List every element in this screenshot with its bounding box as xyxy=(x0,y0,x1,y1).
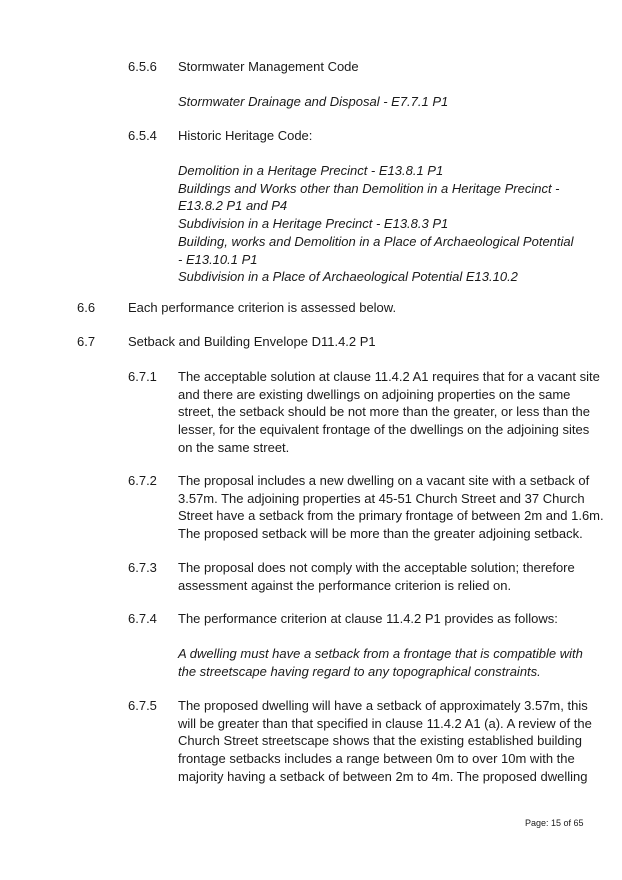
heritage-item-line: Buildings and Works other than Demolition in a Heritage Precinct - xyxy=(178,180,560,196)
section-6-6-text: Each performance criterion is assessed below. xyxy=(128,300,397,315)
paragraph-line: assessment against the performance criterion is relied on. xyxy=(178,577,512,593)
heritage-item-line: Building, works and Demolition in a Place of Archaeological Potential xyxy=(178,233,574,249)
section-number-6-7-3: 6.7.3 xyxy=(128,560,157,575)
paragraph-line: The proposed setback will be more than the greater adjoining setback. xyxy=(178,526,583,542)
section-heading-heritage: Historic Heritage Code: xyxy=(178,128,313,143)
section-number-6-5-4: 6.5.4 xyxy=(128,128,157,143)
page-number: Page: 15 of 65 xyxy=(525,818,584,828)
paragraph-line: on the same street. xyxy=(178,439,290,455)
section-number-6-5-6: 6.5.6 xyxy=(128,59,157,74)
paragraph-line: street, the setback should be not more than the greater, or less than the xyxy=(178,404,590,420)
performance-criterion-quote xyxy=(178,645,583,680)
paragraph-line: and there are existing dwellings on adjoining properties on the same xyxy=(178,386,571,402)
section-number-6-6: 6.6 xyxy=(77,300,96,315)
heritage-item-line: E13.8.2 P1 and P4 xyxy=(178,198,288,214)
paragraph-line: The acceptable solution at clause 11.4.2 A1 requires that for a vacant site xyxy=(178,369,600,384)
paragraph-line: frontage setbacks includes a range between 0m to over 10m with the xyxy=(178,751,575,767)
paragraph-6-7-2 xyxy=(178,472,604,543)
paragraph-line: will be greater than that specified in clause 11.4.2 A1 (a). A review of the xyxy=(178,715,592,731)
section-number-6-7-2: 6.7.2 xyxy=(128,473,157,488)
paragraph-6-7-5 xyxy=(178,697,592,786)
section-heading-stormwater: Stormwater Management Code xyxy=(178,59,359,74)
quote-line: the streetscape having regard to any topographical constraints. xyxy=(178,663,541,679)
heritage-item-line: - E13.10.1 P1 xyxy=(178,251,258,267)
paragraph-6-7-4: The performance criterion at clause 11.4.2 P1 provides as follows: xyxy=(178,611,558,626)
paragraph-6-7-3 xyxy=(178,559,578,594)
paragraph-line: The proposal does not comply with the acceptable solution; therefore xyxy=(178,560,575,575)
heritage-item-line: Subdivision in a Place of Archaeological Potential E13.10.2 xyxy=(178,269,518,285)
paragraph-line: Church Street streetscape shows that the existing established building xyxy=(178,733,582,749)
paragraph-line: The proposed dwelling will have a setback of approximately 3.57m, this xyxy=(178,698,588,713)
quote-line: A dwelling must have a setback from a frontage that is compatible with xyxy=(178,646,583,661)
section-number-6-7-4: 6.7.4 xyxy=(128,611,157,626)
stormwater-item: Stormwater Drainage and Disposal - E7.7.1 P1 xyxy=(178,94,449,109)
section-number-6-7-5: 6.7.5 xyxy=(128,698,157,713)
paragraph-line: 3.57m. The adjoining properties at 45-51 Church Street and 37 Church xyxy=(178,490,585,506)
paragraph-line: majority having a setback of between 2m to 4m. The proposed dwelling xyxy=(178,768,588,784)
section-number-6-7: 6.7 xyxy=(77,334,96,349)
section-number-6-7-1: 6.7.1 xyxy=(128,369,157,384)
heritage-items xyxy=(178,162,578,286)
heritage-item-line: Demolition in a Heritage Precinct - E13.8.1 P1 xyxy=(178,163,444,178)
heritage-item-line: Subdivision in a Heritage Precinct - E13.8.3 P1 xyxy=(178,216,449,232)
paragraph-line: The proposal includes a new dwelling on a vacant site with a setback of xyxy=(178,473,590,488)
paragraph-line: Street have a setback from the primary frontage of between 2m and 1.6m. xyxy=(178,508,604,524)
section-6-7-heading: Setback and Building Envelope D11.4.2 P1 xyxy=(128,334,376,349)
paragraph-line: lesser, for the equivalent frontage of the dwellings on the adjoining sites xyxy=(178,422,590,438)
paragraph-6-7-1 xyxy=(178,368,600,457)
